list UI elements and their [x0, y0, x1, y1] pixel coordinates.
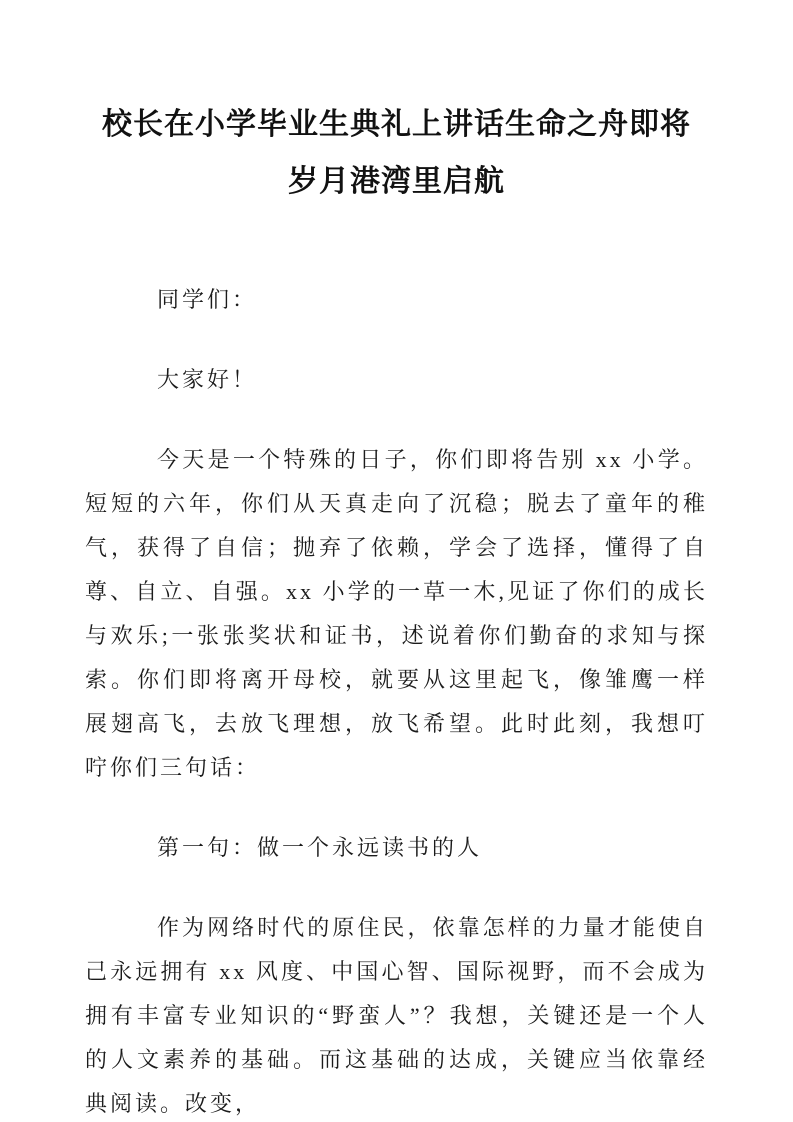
greeting-paragraph: 大家好！ — [157, 367, 258, 392]
document-title-line-2: 岁月港湾里启航 — [288, 165, 505, 198]
salutation-paragraph: 同学们： — [157, 287, 258, 312]
body-paragraph-1: 今天是一个特殊的日子，你们即将告别 xx 小学。短短的六年，你们从天真走向了沉稳；脱去了童年的稚气，获得了自信；抛弃了依赖，学会了选择，懂得了自尊、自立、自强。xx 小学的一草一木,见证了你们的成长与欢乐;一张张奖状和证书，述说着你们勤奋的求知与探索。你们即将离开母校，就要从这里起飞，像雏鹰一样展翅高飞，去放飞理想，放飞希望。此时此刻，我想叮咛你们三句话： — [85, 447, 708, 780]
body-paragraph-2: 作为网络时代的原住民，依靠怎样的力量才能使自己永远拥有 xx 风度、中国心智、国际视野，而不会成为拥有丰富专业知识的“野蛮人”？我想，关键还是一个人的人文素养的基础。而这基础的达成，关键应当依靠经典阅读。改变， — [85, 915, 708, 1116]
section-heading-first-point: 第一句：做一个永远读书的人 — [157, 835, 483, 860]
document-title — [85, 96, 708, 210]
document-title-line-1: 校长在小学毕业生典礼上讲话生命之舟即将 — [102, 108, 691, 141]
